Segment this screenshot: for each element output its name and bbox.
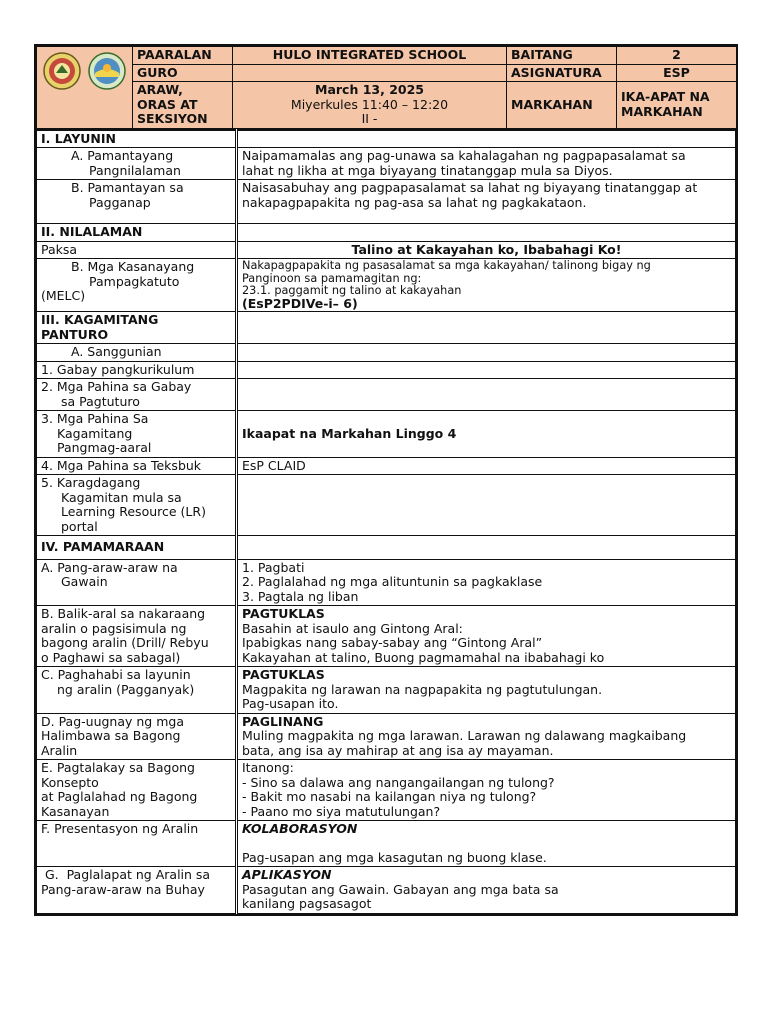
- subject-value: ESP: [617, 64, 737, 82]
- lr-portal-label: 5. Karagdagang Kagamitan mula sa Learning Resource (LR) portal: [37, 475, 237, 536]
- teksbuk-label: 4. Mga Pahina sa Teksbuk: [37, 457, 237, 475]
- time-value: Miyerkules 11:40 – 12:20: [290, 96, 449, 112]
- pang-araw-araw-label: A. Pang-araw-araw na Gawain: [37, 559, 237, 606]
- pag-uugnay-value: PAGLINANG Muling magpakita ng mga larawan. Larawan ng dalawang magkaibang bata, ang isa ay mahirap at ang isa ay mayaman.: [237, 713, 736, 760]
- pahina-kagamitan-label: 3. Mga Pahina Sa Kagamitang Pangmag-aaral: [37, 411, 237, 458]
- date-value: March 13, 2025: [315, 82, 424, 97]
- paksa-label: Paksa: [37, 241, 237, 259]
- melc-code: (EsP2PDIVe-i– 6): [242, 295, 358, 311]
- balik-aral-value: PAGTUKLAS Basahin at isaulo ang Gintong Aral: Ipabigkas nang sabay-sabay ang “Gintong Aral” Kakayahan at talino, Buong pagmamahal na ibabahagi ko: [237, 606, 736, 667]
- teacher-value: [233, 64, 507, 82]
- school-label: PAARALAN: [133, 47, 233, 65]
- section-nilalaman: II. NILALAMAN: [37, 224, 237, 242]
- presentasyon-value: KOLABORASYON Pag-usapan ang mga kasagutan ng buong klase.: [237, 821, 736, 867]
- section-pamamaraan: IV. PAMAMARAAN: [37, 536, 237, 560]
- gabay-label: 1. Gabay pangkurikulum: [37, 361, 237, 379]
- sanggunian-label: A. Sanggunian: [37, 344, 237, 362]
- paglalapat-label: G. Paglalapat ng Aralin sa Pang-araw-araw na Buhay: [37, 867, 237, 914]
- grade-value: 2: [617, 47, 737, 65]
- header-table: [36, 46, 737, 129]
- quarter-value: IKA-APAT NA MARKAHAN: [617, 82, 737, 129]
- school-logos: [37, 47, 133, 129]
- date-label: ARAW, ORAS AT SEKSIYON: [133, 82, 233, 129]
- teacher-label: GURO: [133, 64, 233, 82]
- melc-label: B. Mga Kasanayang Pampagkatuto (MELC): [37, 259, 237, 312]
- quarter-label: MARKAHAN: [507, 82, 617, 129]
- pamantayang-pangnilalaman-label: A. Pamantayang Pangnilalaman: [37, 148, 237, 180]
- section-layunin: I. LAYUNIN: [37, 130, 237, 148]
- date-time-section: [233, 82, 507, 129]
- pahina-gabay-label: 2. Mga Pahina sa Gabay sa Pagtuturo: [37, 379, 237, 411]
- pamantayan-pagganap-value: Naisasabuhay ang pagpapasalamat sa lahat ng biyayang tinatanggap at nakapagpapakita ng pag-asa sa lahat ng pagkakataon.: [237, 180, 736, 224]
- paksa-value: Talino at Kakayahan ko, Ibabahagi Ko!: [237, 241, 736, 259]
- balik-aral-label: B. Balik-aral sa nakaraang aralin o pagsisimula ng bagong aralin (Drill/ Rebyu o Paghawi sa sabagal): [37, 606, 237, 667]
- teksbuk-value: EsP CLAID: [237, 457, 736, 475]
- school-seal-icon: [87, 51, 127, 91]
- presentasyon-label: F. Presentasyon ng Aralin: [37, 821, 237, 867]
- grade-label: BAITANG: [507, 47, 617, 65]
- paglalapat-value: APLIKASYON Pasagutan ang Gawain. Gabayan ang mga bata sa kanilang pagsasagot: [237, 867, 736, 914]
- section-kagamitan: III. KAGAMITANG PANTURO: [37, 312, 237, 344]
- paghahabi-label: C. Paghahabi sa layunin ng aralin (Pagganyak): [37, 667, 237, 714]
- pamantayan-pagganap-label: B. Pamantayan sa Pagganap: [37, 180, 237, 224]
- pang-araw-araw-value: 1. Pagbati 2. Paglalahad ng mga alituntunin sa pagkaklase 3. Pagtala ng liban: [237, 559, 736, 606]
- pahina-kagamitan-value: Ikaapat na Markahan Linggo 4: [237, 411, 736, 458]
- pagtalakay-label: E. Pagtalakay sa Bagong Konsepto at Paglalahad ng Bagong Kasanayan: [37, 760, 237, 821]
- pamantayang-pangnilalaman-value: Naipamamalas ang pag-unawa sa kahalagahan ng pagpapasalamat sa lahat ng likha at mga biyayang tinatanggap mula sa Diyos.: [237, 148, 736, 180]
- pagtalakay-value: Itanong: - Sino sa dalawa ang nangangailangan ng tulong? - Bakit mo nasabi na kailangan niya ng tulong? - Paano mo siya matutulungan?: [237, 760, 736, 821]
- lesson-plan-document: [34, 44, 738, 916]
- paghahabi-value: PAGTUKLAS Magpakita ng larawan na nagpapakita ng pagtutulungan. Pag-usapan ito.: [237, 667, 736, 714]
- school-value: HULO INTEGRATED SCHOOL: [233, 47, 507, 65]
- deped-seal-icon: [42, 51, 82, 91]
- lesson-body-table: [36, 129, 736, 914]
- subject-label: ASIGNATURA: [507, 64, 617, 82]
- section-value: II -: [361, 111, 378, 126]
- melc-value: Nakapagpapakita ng pasasalamat sa mga kakayahan/ talinong bigay ng Panginoon sa pamamagitan ng: 23.1. paggamit ng talino at kakayahan (EsP2PDIVe-i– 6): [237, 259, 736, 312]
- pag-uugnay-label: D. Pag-uugnay ng mga Halimbawa sa Bagong Aralin: [37, 713, 237, 760]
